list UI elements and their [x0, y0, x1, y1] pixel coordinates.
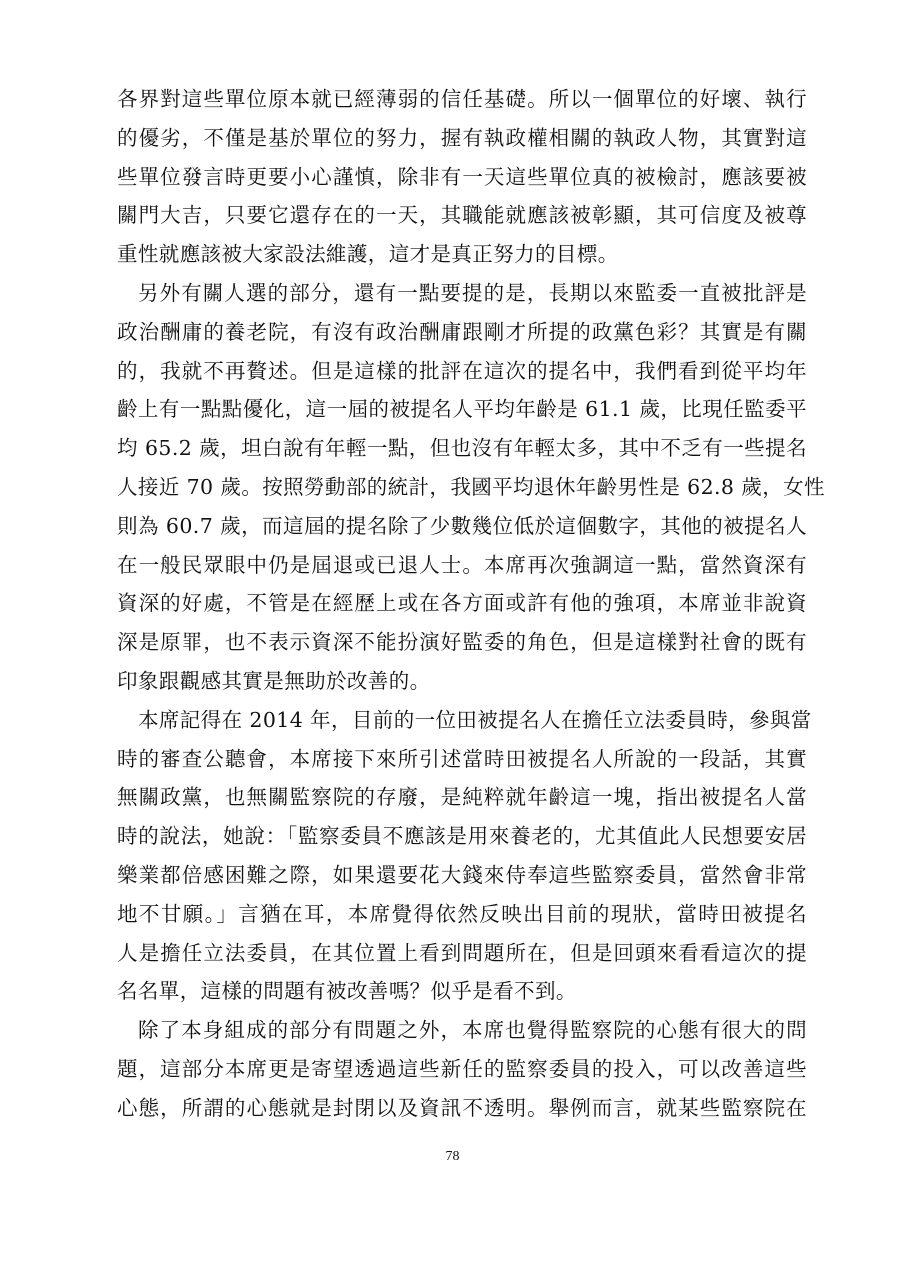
text-line: 均 65.2 歲，坦白說有年輕一點，但也沒有年輕太多，其中不乏有一些提名 — [117, 436, 807, 461]
text-line: 些單位發言時更要小心謹慎，除非有一天這些單位真的被檢討，應該要被 — [117, 164, 807, 189]
text-line: 印象跟觀感其實是無助於改善的。 — [117, 668, 431, 693]
paragraph — [117, 80, 807, 274]
text-line: 齡上有一點點優化，這一屆的被提名人平均年齡是 61.1 歲，比現任監委平 — [117, 397, 807, 422]
paragraph — [117, 1011, 807, 1127]
text-line: 關門大吉，只要它還存在的一天，其職能就應該被彰顯，其可信度及被尊 — [117, 203, 807, 228]
text-line: 人接近 70 歲。按照勞動部的統計，我國平均退休年齡男性是 62.8 歲，女性 — [117, 474, 825, 499]
paragraph — [117, 274, 825, 701]
text-line: 則為 60.7 歲，而這屆的提名除了少數幾位低於這個數字，其他的被提名人 — [117, 513, 807, 538]
text-line: 除了本身組成的部分有問題之外，本席也覺得監察院的心態有很大的問 — [138, 1018, 807, 1043]
text-line: 在一般民眾眼中仍是屆退或已退人士。本席再次強調這一點，當然資深有 — [117, 552, 807, 577]
text-line: 時的說法，她說：「監察委員不應該是用來養老的，尤其值此人民想要安居 — [117, 824, 807, 849]
text-line: 題，這部分本席更是寄望透過這些新任的監察委員的投入，可以改善這些 — [117, 1056, 807, 1081]
paragraph — [117, 701, 812, 1011]
text-line: 政治酬庸的養老院，有沒有政治酬庸跟剛才所提的政黨色彩？其實是有關 — [117, 319, 807, 344]
text-line: 名名單，這樣的問題有被改善嗎？似乎是看不到。 — [117, 979, 577, 1004]
text-line: 時的審查公聽會，本席接下來所引述當時田被提名人所說的一段話，其實 — [117, 746, 807, 771]
text-line: 心態，所謂的心態就是封閉以及資訊不透明。舉例而言，就某些監察院在 — [117, 1095, 807, 1120]
text-line: 無關政黨，也無關監察院的存廢，是純粹就年齡這一塊，指出被提名人當 — [117, 785, 807, 810]
text-line: 深是原罪，也不表示資深不能扮演好監委的角色，但是這樣對社會的既有 — [117, 630, 807, 655]
text-line: 樂業都倍感困難之際，如果還要花大錢來侍奉這些監察委員，當然會非常 — [117, 862, 807, 887]
text-line: 人是擔任立法委員，在其位置上看到問題所在，但是回頭來看看這次的提 — [117, 940, 807, 965]
text-line: 資深的好處，不管是在經歷上或在各方面或許有他的強項，本席並非說資 — [117, 591, 807, 616]
text-line: 各界對這些單位原本就已經薄弱的信任基礎。所以一個單位的好壞、執行 — [117, 87, 807, 111]
text-line: 的，我就不再贅述。但是這樣的批評在這次的提名中，我們看到從平均年 — [117, 358, 807, 383]
document-body — [117, 80, 825, 1128]
text-line: 本席記得在 2014 年，目前的一位田被提名人在擔任立法委員時，參與當 — [138, 707, 812, 732]
text-line: 地不甘願。」言猶在耳，本席覺得依然反映出目前的現狀，當時田被提名 — [117, 901, 807, 926]
text-line: 重性就應該被大家設法維護，這才是真正努力的目標。 — [117, 242, 619, 267]
text-line: 另外有關人選的部分，還有一點要提的是，長期以來監委一直被批評是 — [138, 280, 807, 305]
text-line: 的優劣，不僅是基於單位的努力，握有執政權相關的執政人物，其實對這 — [117, 125, 807, 150]
page-number: 78 — [445, 1149, 460, 1164]
